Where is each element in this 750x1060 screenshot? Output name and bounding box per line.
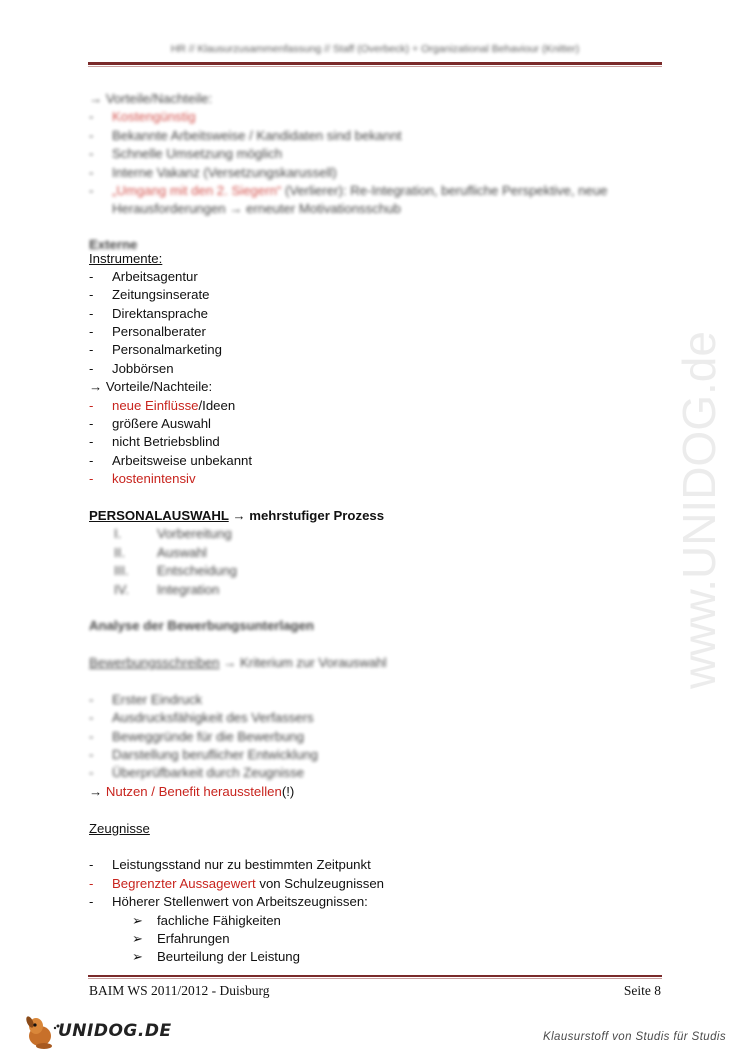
list-item: - Arbeitsagentur [89,268,198,284]
list-item: - Personalmarketing [89,342,222,358]
page-header: HR // Klausurzusammenfassung // Staff (Overbeck) + Organizational Behaviour (Knitter) [170,43,580,55]
analyse-title: Analyse der Bewerbungsunterlagen [89,618,314,634]
list-item: - Leistungsstand nur zu bestimmten Zeitpunkt [89,857,371,873]
benefit-note: → Nutzen / Benefit herausstellen(!) [89,783,295,799]
zeugnisse-title: Zeugnisse [89,820,150,836]
list-item: - „Umgang mit den 2. Siegern“ (Verlierer): Re-Integration, berufliche Perspektive, neue [89,182,608,198]
list-item: - Darstellung beruflicher Entwicklung [89,747,318,763]
analyse-subtitle: Bewerbungsschreiben → Kriterium zur Vorauswahl [89,655,387,671]
list-item: - Überprüfbarkeit durch Zeugnisse [89,765,305,781]
header-rule [88,62,662,65]
page-content [89,90,659,967]
footer-page-number: Seite 8 [623,983,661,998]
extern-title: Externe [89,237,138,253]
list-item: - Arbeitsweise unbekannt [89,452,253,468]
arrowhead-bullet-icon: ➢ [132,930,144,946]
list-item: - größere Auswahl [89,416,211,432]
list-item: - Bekannte Arbeitsweise / Kandidaten sind bekannt [89,127,402,143]
footer-rule [88,975,662,977]
personalauswahl-title: PERSONALAUSWAHL → mehrstufiger Prozess [89,507,385,523]
arrowhead-bullet-icon: ➢ [132,912,144,928]
sub-list-item: ➢ Beurteilung der Leistung [89,948,659,966]
list-item: - Begrenzter Aussagewert von Schulzeugnissen [89,875,384,891]
arrowhead-bullet-icon: ➢ [132,949,144,965]
list-item-continuation: Herausforderungen → erneuter Motivationsschub [112,201,401,217]
list-item: - Zeitungsinserate [89,287,210,303]
footer-tagline: Klausurstoff von Studis für Studis [543,1031,726,1043]
step-item: III. Entscheidung [114,563,237,579]
sub-list-item: ➢ fachliche Fähigkeiten [89,912,659,930]
list-item: - Jobbörsen [89,360,174,376]
step-item: I. Vorbereitung [114,526,232,542]
list-item: - Personalberater [89,324,206,340]
list-item: - kostenintensiv [89,471,196,487]
footer-course: BAIM WS 2011/2012 - Duisburg [89,983,270,998]
list-item: - Schnelle Umsetzung möglich [89,146,283,162]
intern-pros-heading: → Vorteile/Nachteile: [89,91,213,106]
sub-list-item: ➢ Erfahrungen [89,930,659,948]
list-item: - Direktansprache [89,305,209,321]
svg-text:www.UNIDOG.de: www.UNIDOG.de [673,331,726,689]
list-item: - Interne Vakanz (Versetzungskarussell) [89,164,337,180]
list-item: - nicht Betriebsblind [89,434,220,450]
list-item: - Ausdrucksfähigkeit des Verfassers [89,710,314,726]
header-rule-thin [88,66,662,67]
list-item: - Beweggründe für die Bewerbung [89,728,305,744]
step-item: IV. Integration [114,581,220,597]
instruments-heading: Instrumente: [89,250,163,266]
logo-text: UNIDOG.DE [58,1021,172,1041]
list-item: - Erster Eindruck [89,691,203,707]
extern-pros-heading: → Vorteile/Nachteile: [89,379,213,395]
list-item: - Höherer Stellenwert von Arbeitszeugnissen: [89,894,368,910]
footer-rule-thin [88,978,662,979]
list-item: - neue Einflüsse/Ideen [89,397,236,413]
watermark [673,280,733,740]
step-item: II. Auswahl [114,544,207,560]
list-item: - Kostengünstig [89,109,196,125]
